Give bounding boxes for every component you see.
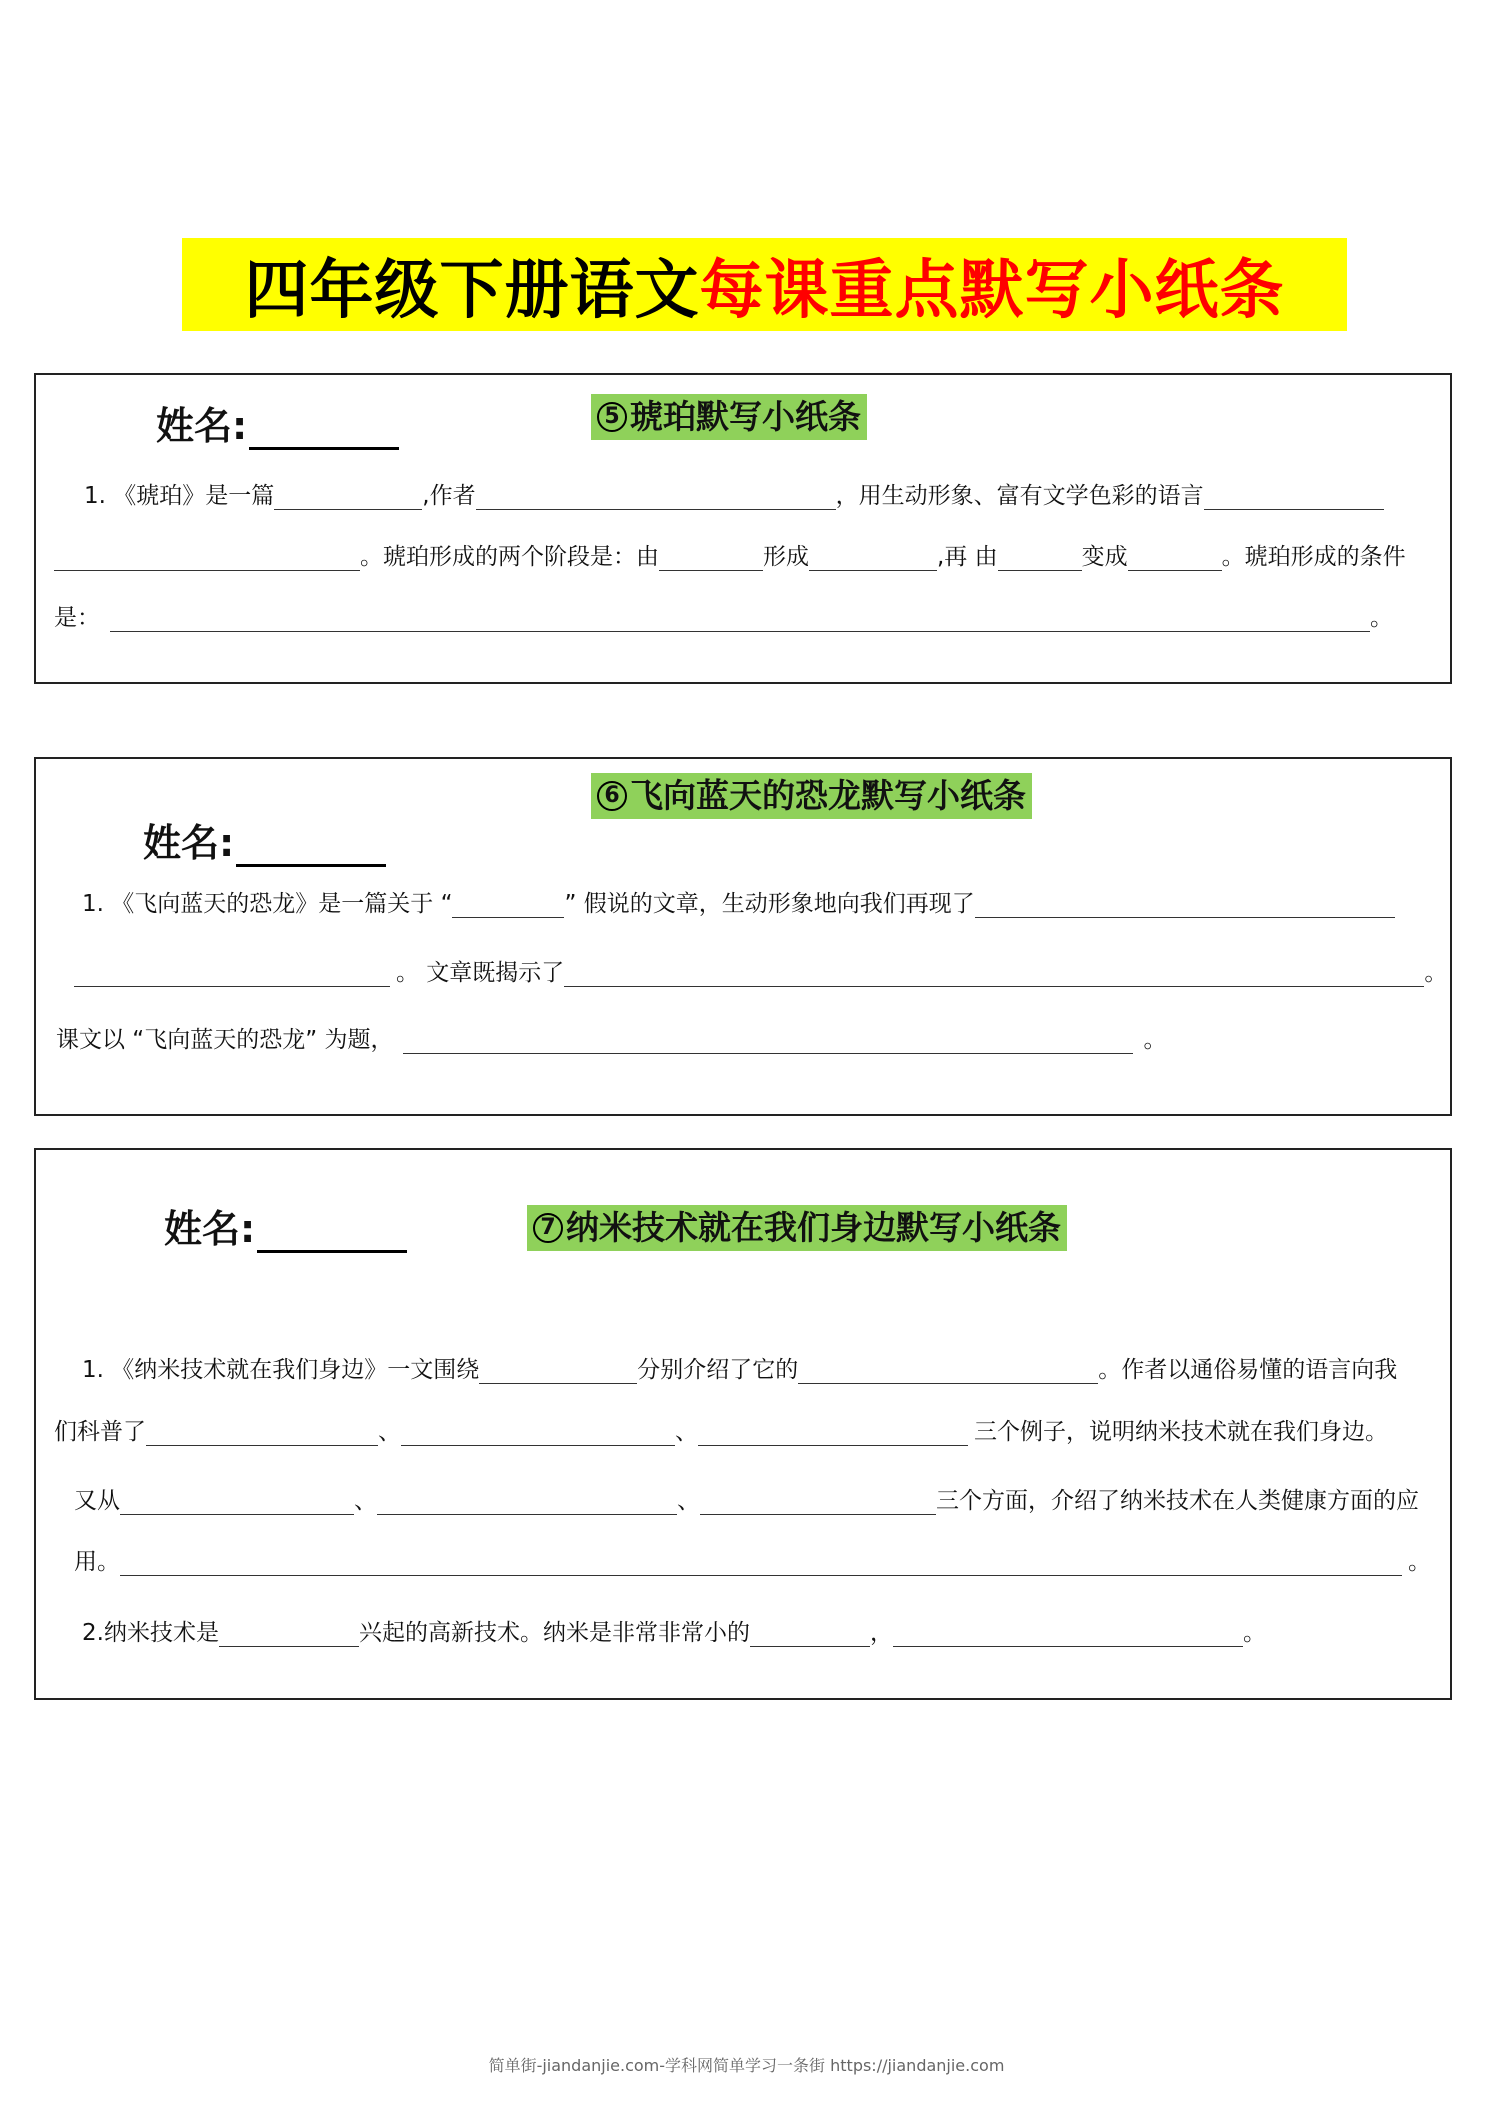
dictation-card-6 xyxy=(34,757,1452,1116)
footer-watermark: 简单街-jiandanjie.com-学科网简单学习一条街 https://jiandanjie.com xyxy=(488,2056,1005,2075)
answer-blank[interactable] xyxy=(998,546,1082,571)
question-line: 。 文章既揭示了 。 xyxy=(74,954,1447,987)
answer-blank[interactable] xyxy=(750,1622,870,1647)
answer-blank[interactable] xyxy=(54,546,360,571)
lesson-badge xyxy=(527,1205,1067,1251)
name-label: 姓名: xyxy=(143,812,386,867)
question-line: 用。 。 xyxy=(74,1549,1431,1575)
answer-blank[interactable] xyxy=(274,485,422,510)
answer-blank[interactable] xyxy=(564,962,1424,987)
circled-number: 5 xyxy=(597,402,627,432)
answer-blank[interactable] xyxy=(479,1359,637,1384)
answer-blank[interactable] xyxy=(698,1421,968,1446)
question-line: 又从 、 、 三个方面，介绍了纳米技术在人类健康方面的应 xyxy=(74,1488,1419,1514)
answer-blank[interactable] xyxy=(74,962,390,987)
name-blank[interactable] xyxy=(236,828,386,867)
answer-blank[interactable] xyxy=(120,1551,1402,1576)
question-line: 。琥珀形成的两个阶段是：由 形成 ,再 由 变成 。琥珀形成的条件 xyxy=(54,538,1406,571)
title-red-part: 每课重点默写小纸条 xyxy=(699,253,1285,328)
dictation-card-5 xyxy=(34,373,1452,684)
question-line: 1. 《飞向蓝天的恐龙》是一篇关于 “ ” 假说的文章，生动形象地向我们再现了 xyxy=(82,885,1395,918)
answer-blank[interactable] xyxy=(146,1421,378,1446)
answer-blank[interactable] xyxy=(893,1622,1243,1647)
question-line: 2.纳米技术是 兴起的高新技术。纳米是非常非常小的 ， 。 xyxy=(82,1620,1266,1646)
answer-blank[interactable] xyxy=(219,1622,359,1647)
question-line: 1. 《琥珀》是一篇 ,作者 ，用生动形象、富有文学色彩的语言 xyxy=(84,477,1384,510)
question-line: 课文以 “飞向蓝天的恐龙” 为题， 。 xyxy=(56,1027,1167,1053)
answer-blank[interactable] xyxy=(1128,546,1222,571)
answer-blank[interactable] xyxy=(403,1029,1133,1054)
answer-blank[interactable] xyxy=(377,1490,677,1515)
answer-blank[interactable] xyxy=(120,1490,354,1515)
answer-blank[interactable] xyxy=(476,485,836,510)
badge-title: 纳米技术就在我们身边默写小纸条 xyxy=(566,1208,1061,1247)
answer-blank[interactable] xyxy=(798,1359,1098,1384)
question-line: 们科普了 、 、 三个例子，说明纳米技术就在我们身边。 xyxy=(54,1419,1388,1445)
circled-number: 6 xyxy=(597,781,627,811)
badge-title: 飞向蓝天的恐龙默写小纸条 xyxy=(630,776,1026,815)
answer-blank[interactable] xyxy=(110,607,1370,632)
badge-title: 琥珀默写小纸条 xyxy=(630,397,861,436)
lesson-badge xyxy=(591,394,867,440)
answer-blank[interactable] xyxy=(401,1421,675,1446)
question-line: 是： 。 xyxy=(54,605,1393,631)
dictation-card-7 xyxy=(34,1148,1452,1700)
answer-blank[interactable] xyxy=(1204,485,1384,510)
answer-blank[interactable] xyxy=(659,546,763,571)
answer-blank[interactable] xyxy=(452,893,564,918)
name-blank[interactable] xyxy=(249,411,399,450)
lesson-badge xyxy=(591,773,1032,819)
name-label: 姓名: xyxy=(164,1198,407,1253)
answer-blank[interactable] xyxy=(809,546,937,571)
page-title xyxy=(182,238,1347,331)
title-black-part: 四年级下册语文 xyxy=(244,253,700,328)
answer-blank[interactable] xyxy=(700,1490,936,1515)
answer-blank[interactable] xyxy=(975,893,1395,918)
circled-number: 7 xyxy=(533,1213,563,1243)
question-line: 1. 《纳米技术就在我们身边》一文围绕 分别介绍了它的 。作者以通俗易懂的语言向我 xyxy=(82,1357,1398,1383)
name-blank[interactable] xyxy=(257,1214,407,1253)
name-label: 姓名: xyxy=(156,395,399,450)
